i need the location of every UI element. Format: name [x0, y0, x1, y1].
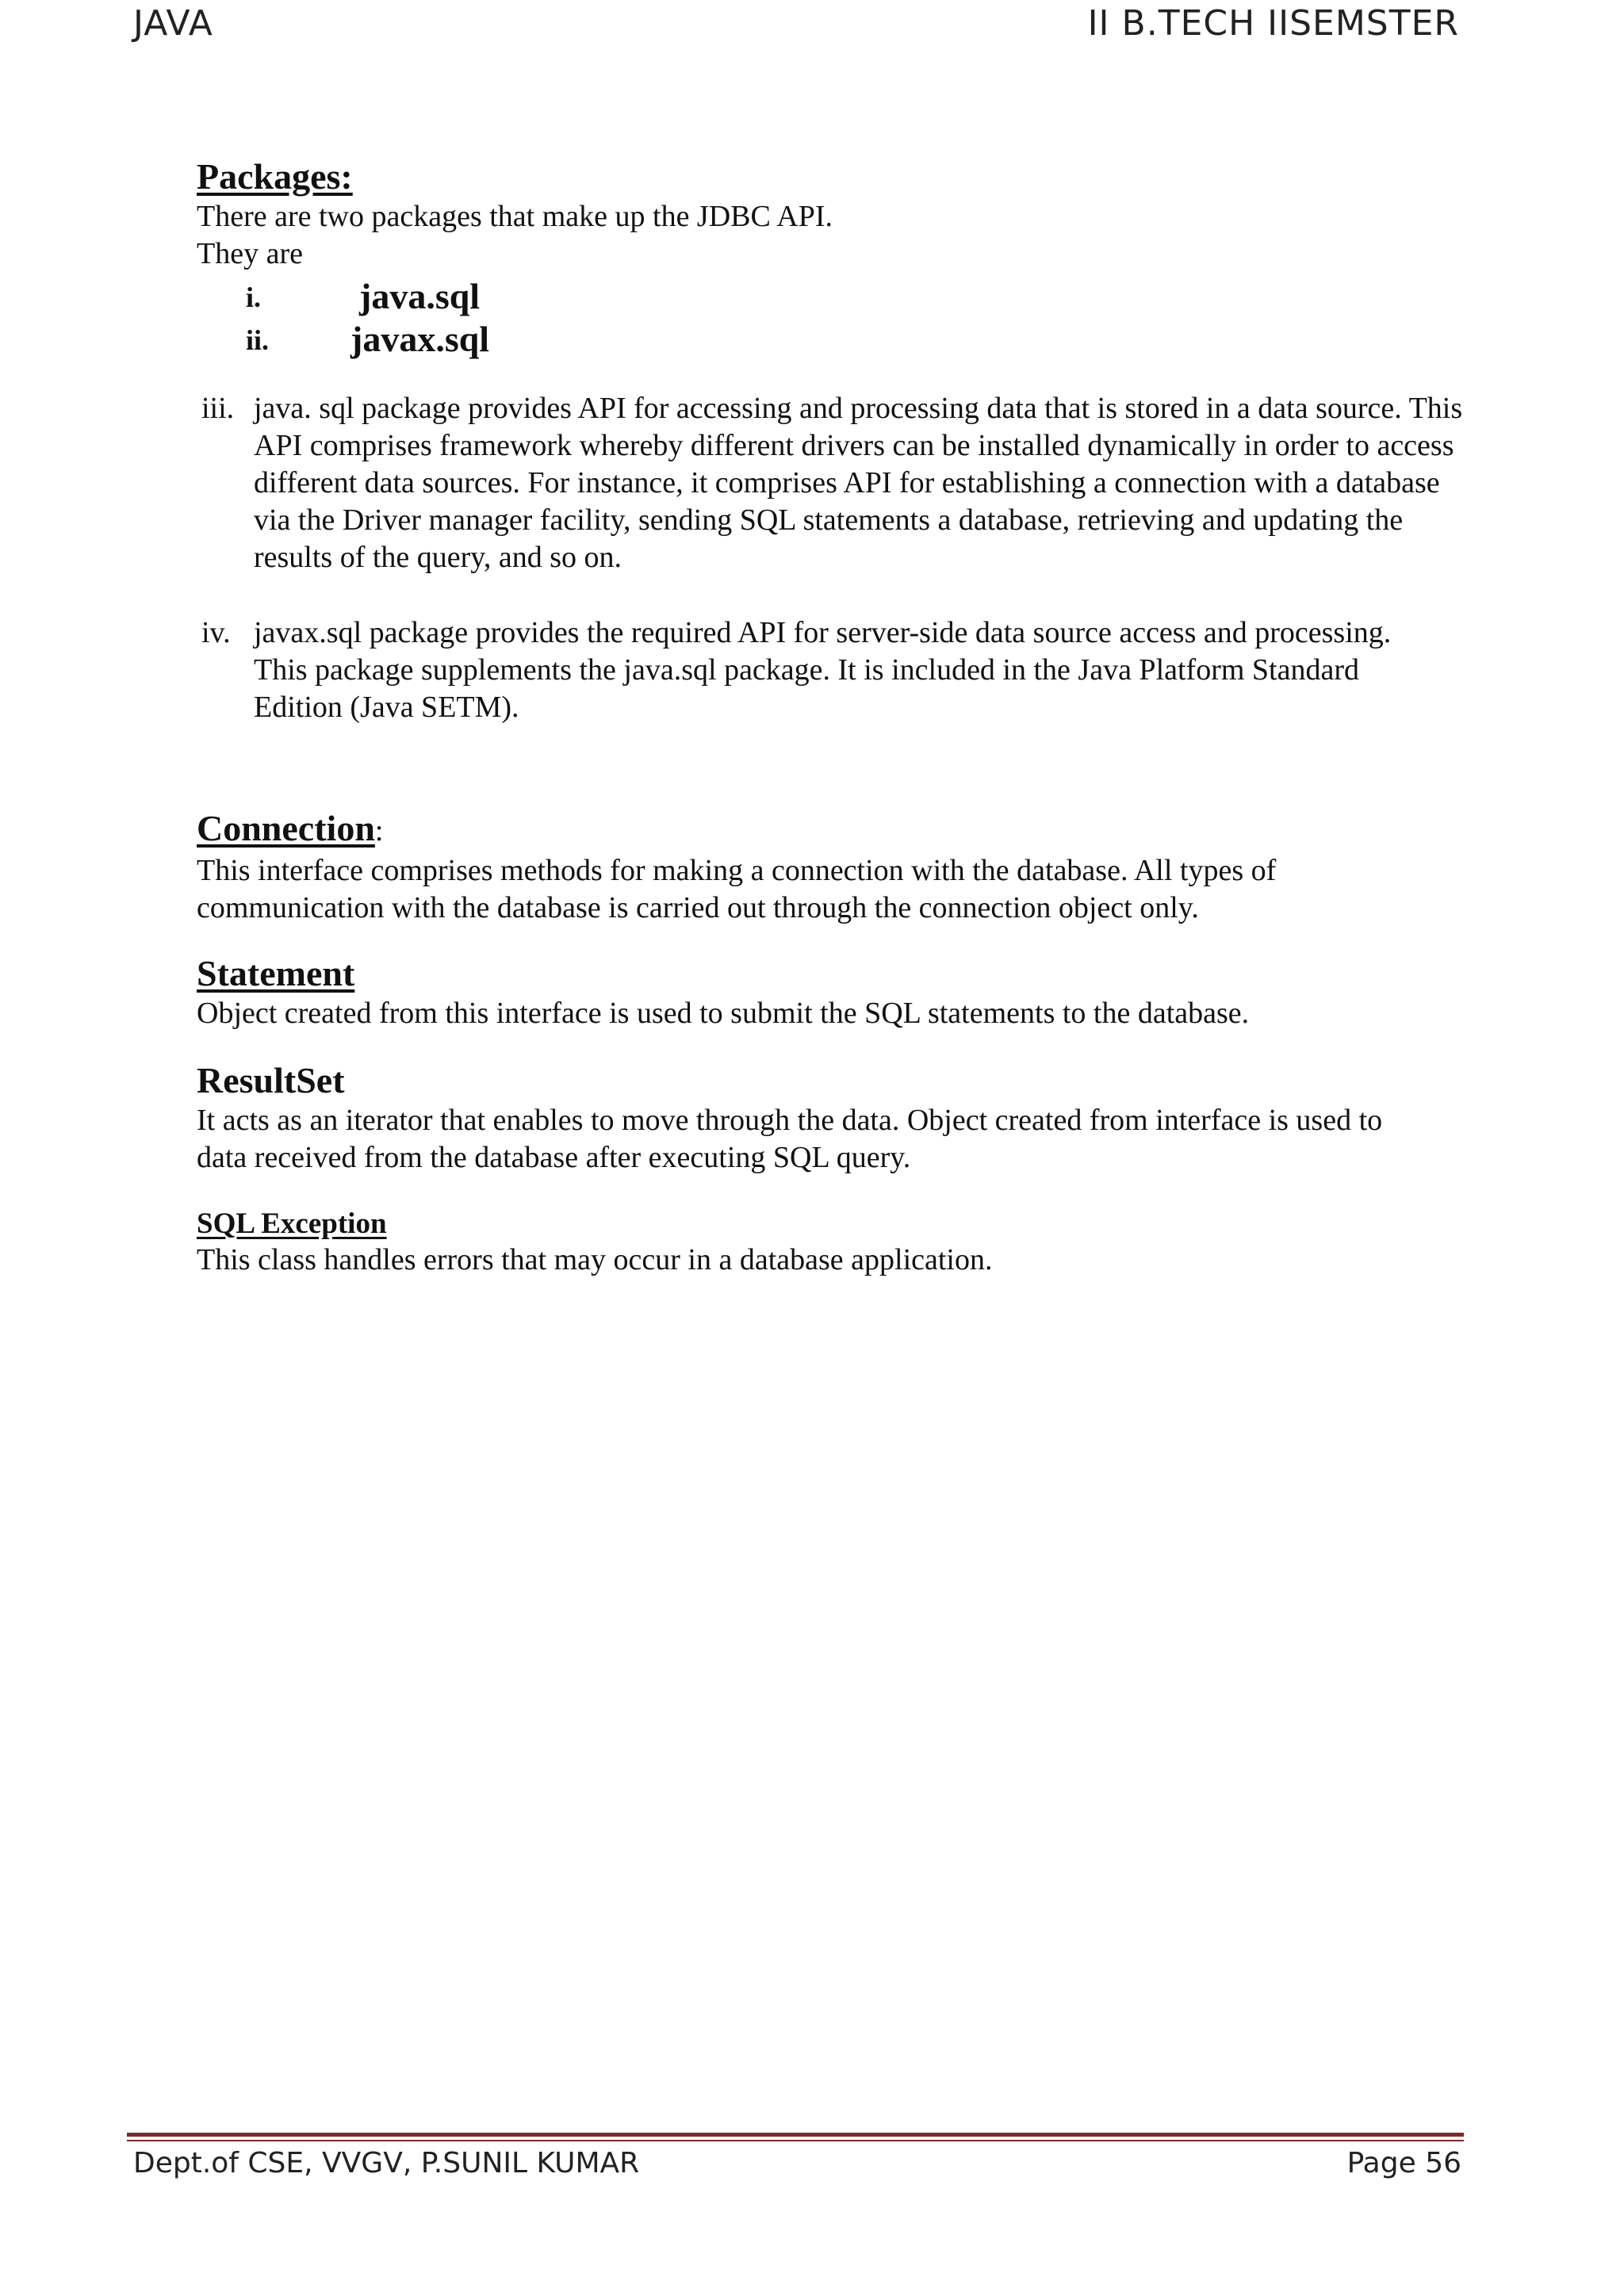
sqlexception-heading: SQL Exception	[197, 1207, 387, 1240]
package-item	[197, 319, 1418, 362]
package-item	[197, 276, 1418, 319]
resultset-section	[197, 1059, 1418, 1177]
footer-author: Dept.of CSE, VVGV, P.SUNIL KUMAR	[133, 2147, 640, 2179]
footer-rule-thin	[127, 2140, 1464, 2141]
sqlexception-text: This class handles errors that may occur in a database application.	[197, 1243, 993, 1276]
resultset-text: It acts as an iterator that enables to move through the data. Object created from interface is used to data received from the database after executing SQL query.	[197, 1104, 1383, 1174]
statement-text: Object created from this interface is used to submit the SQL statements to the database.	[197, 997, 1250, 1030]
resultset-heading: ResultSet	[197, 1060, 345, 1100]
connection-heading-text: Connection	[197, 808, 375, 848]
enum-number: iii.	[201, 392, 235, 425]
package-item-name: javax.sql	[350, 319, 490, 359]
packages-section	[197, 155, 1463, 726]
packages-intro-line2: They are	[197, 237, 303, 270]
enum-text: javax.sql package provides the required API for server-side data source access and processing. This package supplements the java.sql package. It is included in the Java Platform Standard Edition (Java SETM).	[254, 616, 1392, 724]
connection-heading	[197, 807, 1418, 852]
enum-text: java. sql package provides API for accessing and processing data that is stored in a data source. This API comprises framework whereby different drivers can be installed dynamically in order to access different data sources. For instance, it comprises API for establishing a connection with a database via the Driver manager facility, sending SQL statements a database, retrieving and updating the results of the query, and so on.	[254, 392, 1463, 574]
package-item-number: i.	[246, 281, 262, 313]
page-content	[197, 155, 1463, 1279]
footer-page-number: Page 56	[1346, 2147, 1461, 2179]
connection-section	[197, 807, 1418, 927]
running-header	[133, 0, 1459, 55]
package-item-name: java.sql	[359, 276, 481, 316]
package-item-number: ii.	[246, 324, 270, 356]
enum-number: iv.	[201, 616, 231, 649]
connection-text: This interface comprises methods for making a connection with the database. All types of communication with the database is carried out through the connection object only.	[197, 854, 1277, 924]
packages-heading: Packages:	[197, 156, 353, 197]
footer-rule	[127, 2133, 1464, 2137]
package-description-iv	[197, 614, 1443, 726]
header-course: II B.TECH IISEMSTER	[1087, 3, 1459, 44]
packages-intro-line1: There are two packages that make up the JDBC API.	[197, 200, 833, 233]
statement-heading: Statement	[197, 953, 355, 993]
statement-section	[197, 952, 1418, 1032]
package-description-iii	[197, 390, 1467, 576]
connection-heading-colon: :	[374, 814, 384, 848]
sqlexception-section	[197, 1207, 1418, 1279]
package-list	[197, 276, 1418, 362]
header-subject: JAVA	[133, 3, 213, 44]
